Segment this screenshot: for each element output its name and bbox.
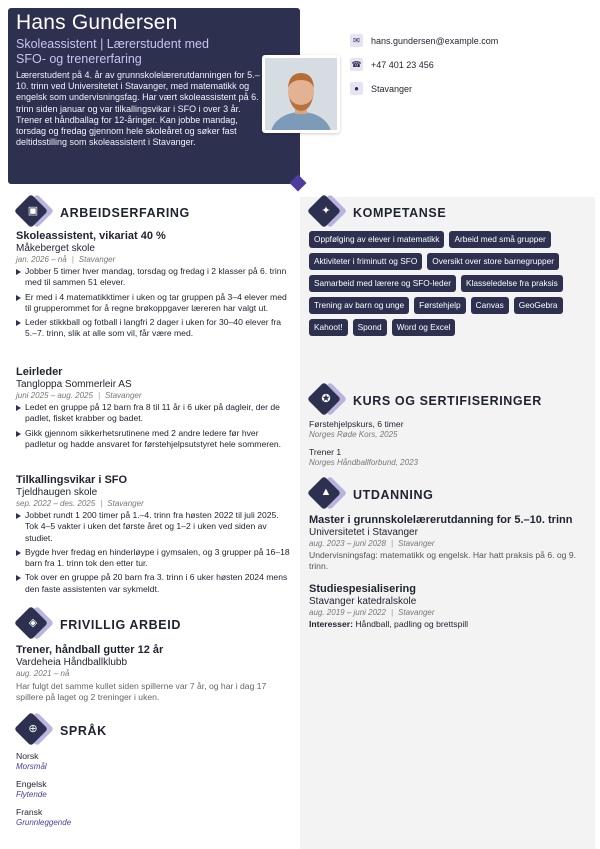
bullet: Jobber 5 timer hver mandag, torsdag og fredag i 2 klasser på 6. trinn med til sammen 51 elever. (16, 266, 290, 289)
language-item (16, 751, 47, 771)
skill-tag: Spond (353, 319, 387, 336)
education-org: Stavanger katedralskole (309, 596, 417, 607)
bullet: Er med i 4 matematikktimer i uken og tar gruppen på 3–4 elever med til grupperommet for å regne brøkoppgaver læreren har valgt ut. (16, 292, 290, 315)
skill-tag: Førstehjelp (414, 297, 466, 314)
location-text: Stavanger (371, 83, 413, 94)
volunteer-entry (16, 644, 290, 703)
education-text: Undervisningsfag: matematikk og engelsk. Har hatt praksis på 6. og 9. trinn. (309, 550, 577, 571)
education-interests: Interesser: Håndball, padling og brettspill (309, 619, 469, 629)
section-languages-header (16, 714, 107, 748)
education-title: Studiespesialisering (309, 583, 416, 595)
education-org: Universitetet i Stavanger (309, 527, 418, 538)
contact-phone[interactable] (350, 58, 434, 71)
profile-summary: Lærerstudent på 4. år av grunnskolelærerutdanningen for 5.–10. trinn ved Universitetet i Stavanger, med matematikk og engelsk som undervisningsfag. Har vært skoleassistent på 6. trinn siden januar og var tilkallingsvikar i SFO i over 3 år. Trener et håndballag for 12-åringer. Kan jobbe mandag, torsdag og fredag gjennom hele skoleåret og søker fast deltidsstilling som skoleassistent i Stavanger. (16, 70, 260, 148)
section-title: SPRÅK (60, 724, 107, 738)
skill-tag: Samarbeid med lærere og SFO-leder (309, 275, 456, 292)
job-entry (16, 474, 290, 598)
skill-tag: Word og Excel (392, 319, 456, 336)
contact-email[interactable] (350, 34, 498, 47)
language-name: Fransk (16, 807, 43, 817)
section-volunteer-header (16, 608, 181, 642)
section-title: UTDANNING (353, 488, 434, 502)
globe-icon: ⊕ (28, 723, 38, 735)
skill-tag: Klasseledelse fra praksis (461, 275, 563, 292)
job-title: Skoleassistent, vikariat 40 % (16, 230, 166, 242)
job-role: Skoleassistent | Lærerstudent med SFO- og trenererfaring (16, 37, 209, 66)
job-org: Måkeberget skole (16, 243, 95, 254)
contact-location (350, 82, 412, 95)
section-title: KOMPETANSE (353, 206, 447, 220)
phone-text: +47 401 23 456 (371, 59, 434, 70)
education-item (309, 514, 584, 572)
education-meta: aug. 2023 – juni 2028 | Stavanger (309, 539, 435, 548)
section-education-header (309, 478, 433, 512)
language-level: Grunnleggende (16, 818, 72, 827)
education-title: Master i grunnskolelærerutdanning for 5.–10. trinn (309, 514, 573, 526)
person-name: Hans Gundersen (16, 11, 178, 34)
section-title: ARBEIDSERFARING (60, 206, 190, 220)
graduation-cap-icon: ▲ (320, 486, 332, 498)
job-entry (16, 230, 290, 343)
phone-icon: ☎ (351, 60, 362, 69)
skill-tag: Kahoot! (309, 319, 348, 336)
profile-photo (262, 55, 340, 133)
lightbulb-icon: ✦ (321, 205, 331, 217)
language-item (16, 807, 71, 827)
bullet: Bygde hver fredag en hinderløype i gymsalen, og 3 grupper på 16–18 barn fra 1. trinn tok den etter tur. (16, 547, 290, 570)
mail-icon: ✉ (350, 34, 363, 47)
language-level: Flytende (16, 790, 47, 799)
course-detail: Norges Røde Kors, 2025 (309, 430, 398, 439)
job-org: Tangloppa Sommerleir AS (16, 379, 132, 390)
volunteer-text: Har fulgt det samme kullet siden spillerne var 7 år, og har i dag 17 spillere på laget og 2 treninger i uken. (16, 681, 267, 702)
job-meta: sep. 2022 – des. 2025 | Stavanger (16, 499, 144, 508)
skill-tag: Trening av barn og unge (309, 297, 409, 314)
education-meta: aug. 2019 – juni 2022 | Stavanger (309, 608, 435, 617)
language-level: Morsmål (16, 762, 47, 771)
language-name: Norsk (16, 751, 39, 761)
skill-tag: Oppfølging av elever i matematikk (309, 231, 444, 248)
tag-icon: ◈ (28, 617, 38, 629)
section-title: FRIVILLIG ARBEID (60, 618, 181, 632)
email-text: hans.gundersen@example.com (371, 35, 499, 46)
certificate-icon: ✪ (321, 393, 331, 405)
briefcase-icon: ▣ (27, 205, 39, 217)
course-detail: Norges Håndballforbund, 2023 (309, 458, 418, 467)
bullet: Ledet en gruppe på 12 barn fra 8 til 11 år i 6 uker på dagleir, der de padlet, fisket krabber og badet. (16, 402, 290, 425)
skill-tag: Oversikt over store barnegrupper (427, 253, 559, 270)
course-item (309, 419, 404, 439)
skills-list (309, 231, 589, 341)
job-org: Tjeldhaugen skole (16, 487, 98, 498)
job-entry (16, 366, 290, 453)
location-pin-icon: ● (350, 82, 363, 95)
job-title: Leirleder (16, 366, 63, 378)
job-meta: juni 2025 – aug. 2025 | Stavanger (16, 391, 142, 400)
skill-tag: Aktiviteter i friminutt og SFO (309, 253, 422, 270)
volunteer-org: Vardeheia Håndballklubb (16, 657, 128, 668)
section-title: KURS OG SERTIFISERINGER (353, 394, 542, 408)
language-name: Engelsk (16, 779, 47, 789)
volunteer-date: aug. 2021 – nå (16, 669, 70, 678)
course-name: Trener 1 (309, 447, 342, 457)
volunteer-title: Trener, håndball gutter 12 år (16, 644, 164, 656)
bullet: Jobbet rundt 1 200 timer på 1.–4. trinn fra høsten 2022 til juli 2025. Tok 4–5 vakter i uken det første året og 1–2 i uken ved siden av studiet. (16, 510, 290, 544)
job-meta: jan. 2026 – nå | Stavanger (16, 255, 116, 264)
bullet: Leder stikkball og fotball i langfri 2 dager i uken for 30–40 elever fra 5.–7. trinn, slik at alle som vil, får være med. (16, 317, 290, 340)
skill-tag: Canvas (471, 297, 509, 314)
section-courses-header (309, 384, 542, 418)
course-item (309, 447, 418, 467)
bullet: Tok over en gruppe på 20 barn fra 3. trinn i 6 uker høsten 2024 mens den faste assistenten var sykmeldt. (16, 572, 290, 595)
section-skills-header (309, 196, 446, 230)
language-item (16, 779, 47, 799)
course-name: Førstehjelpskurs, 6 timer (309, 419, 404, 429)
header-block (8, 8, 300, 184)
bullet: Gikk gjennom sikkerhetsrutinene med 2 andre ledere før hver padletur og hadde ansvaret for førstehjelpsutstyret hele sommeren. (16, 428, 290, 451)
job-title: Tilkallingsvikar i SFO (16, 474, 128, 486)
skill-tag: Arbeid med små grupper (449, 231, 550, 248)
skill-tag: GeoGebra (514, 297, 563, 314)
education-item (309, 583, 584, 630)
section-work-header (16, 196, 190, 230)
